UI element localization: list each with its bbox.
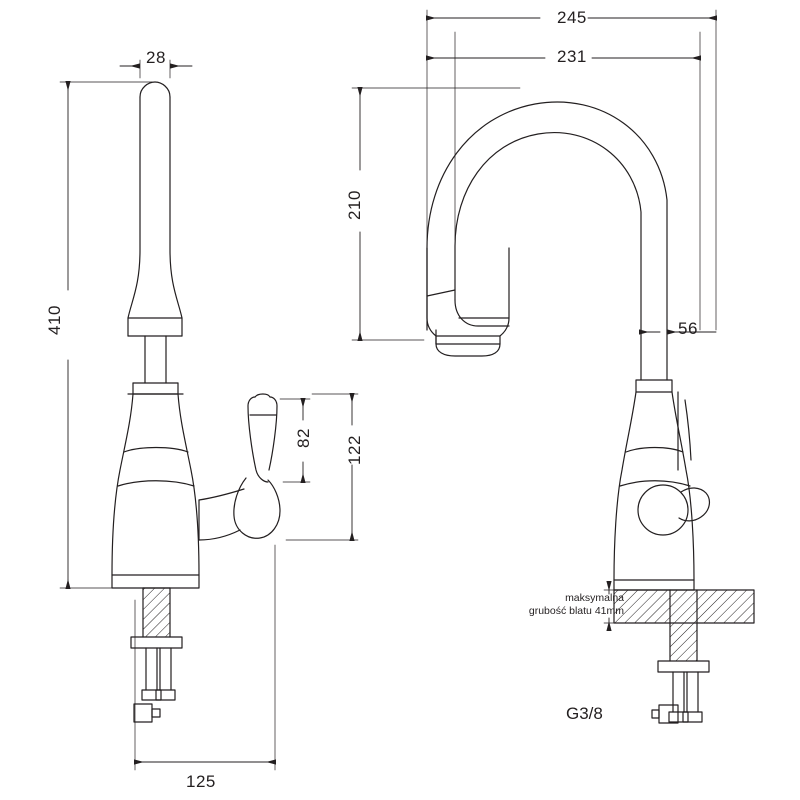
thread-size-label: G3/8 — [566, 704, 603, 723]
worktop-note-line2: grubość blatu 41mm — [528, 605, 624, 617]
worktop-thickness-note — [464, 592, 624, 618]
dimension-label-82: 82 — [293, 428, 313, 448]
dimension-label-28: 28 — [146, 48, 166, 67]
worktop-note-line1: maksymalna — [565, 592, 624, 604]
dimension-label-56: 56 — [678, 319, 698, 338]
dimension-label-245: 245 — [557, 8, 587, 27]
dimension-label-122: 122 — [344, 435, 364, 465]
dimension-label-210: 210 — [344, 190, 364, 220]
dimension-label-231: 231 — [557, 47, 587, 66]
dimension-label-410: 410 — [44, 305, 64, 335]
dimension-label-125: 125 — [186, 772, 216, 791]
